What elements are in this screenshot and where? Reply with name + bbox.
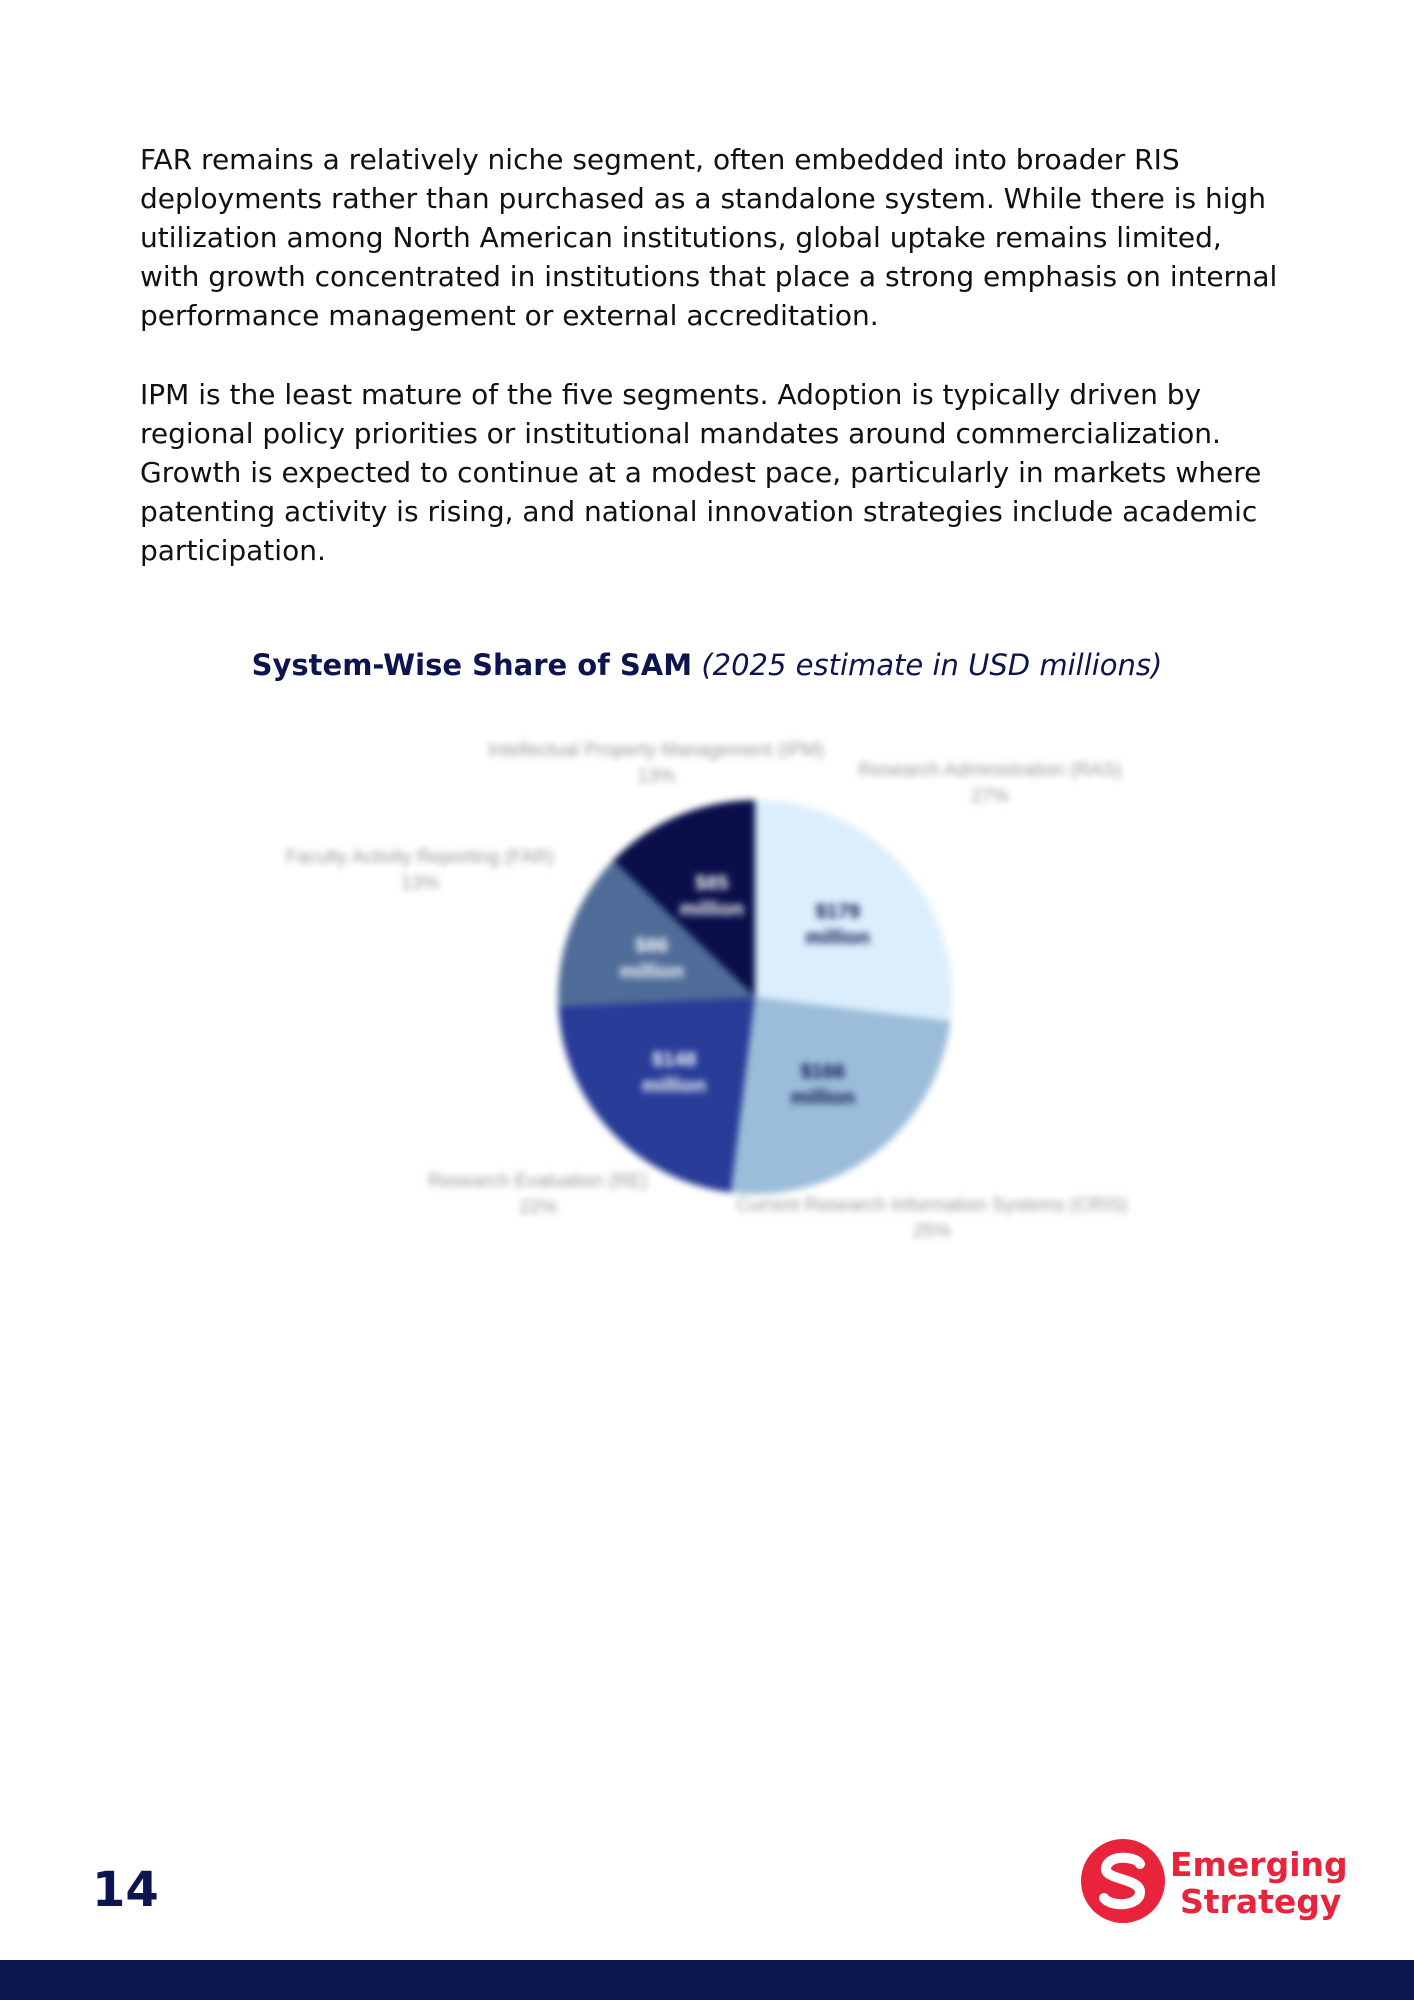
pie-slice-value-label: million xyxy=(805,926,870,949)
pie-slice-category-label: Faculty Activity Reporting (FAR) xyxy=(285,847,555,868)
chart-title-subtitle: (2025 estimate in USD millions) xyxy=(701,648,1163,682)
paragraph-ipm: IPM is the least mature of the five segments. Adoption is typically driven by regional policy priorities or institutional mandates around commercialization. Growth is expected to continue at a modest pace, particularly in markets where patenting activity is rising, and national innovation strategies include academic participation. xyxy=(140,378,1262,567)
pie-slice-value-label: $148 xyxy=(651,1049,697,1072)
page-number: 14 xyxy=(92,1862,159,1918)
pie-slice-value-label: million xyxy=(619,961,684,984)
paragraph-far: FAR remains a relatively niche segment, often embedded into broader RIS deployments rather than purchased as a standalone system. While there is high utilization among North American institutions, global uptake remains limited, with growth concentrated in institutions that place a strong emphasis on internal performance management or external accreditation. xyxy=(140,143,1278,332)
body-text xyxy=(140,140,1280,610)
pie-slice-value-label: million xyxy=(641,1075,707,1098)
chart-title-main: System-Wise Share of SAM xyxy=(251,648,693,682)
pie-slice-value-label: $179 xyxy=(815,900,860,923)
logo-line2: Strategy xyxy=(1180,1882,1342,1921)
pie-chart xyxy=(0,700,1414,1260)
logo-line1: Emerging xyxy=(1170,1845,1348,1884)
pie-slice-category-label: 25% xyxy=(912,1221,952,1242)
pie-slice-category-label: Intellectual Property Management (IPM) xyxy=(488,740,824,761)
pie-slice-category-label: 13% xyxy=(636,766,676,787)
pie-slice-category-label: Current Research Information Systems (CRIS) xyxy=(736,1195,1128,1216)
pie-slice-value-label: $166 xyxy=(800,1060,846,1083)
pie-slice-category-label: 27% xyxy=(970,786,1010,807)
pie-slice-category-label: Research Administration (RAS) xyxy=(858,760,1122,781)
pie-slice-value-label: million xyxy=(679,898,745,921)
logo-s-icon xyxy=(1078,1836,1168,1926)
pie-slice-category-label: 13% xyxy=(400,873,440,894)
pie-slice-value-label: million xyxy=(790,1086,856,1109)
pie-slice-value-label: $86 xyxy=(635,935,669,958)
chart-title xyxy=(0,648,1414,682)
emerging-strategy-logo xyxy=(1078,1836,1348,1926)
pie-slice-category-label: Research Evaluation (RE) xyxy=(428,1171,648,1192)
footer-bar xyxy=(0,1960,1414,2000)
pie-slice-value-label: $85 xyxy=(695,872,729,895)
pie-slice-category-label: 22% xyxy=(518,1197,558,1218)
